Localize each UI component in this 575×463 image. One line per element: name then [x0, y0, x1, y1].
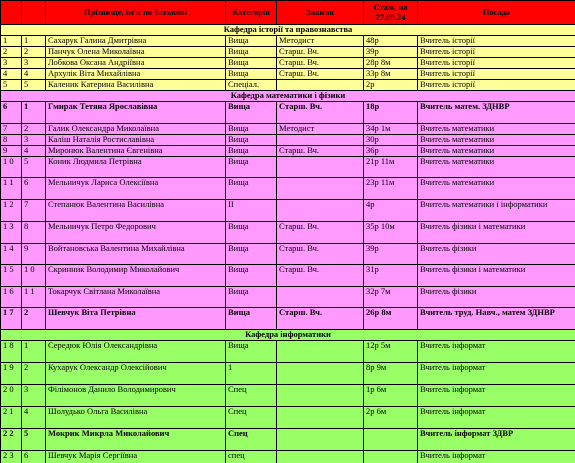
category-cell: Вища: [226, 178, 277, 200]
row-index-cell: 9: [1, 146, 22, 157]
category-cell: Вища: [226, 36, 277, 47]
row-subindex-cell: 7: [22, 200, 46, 222]
position-cell: Вчитель інформат: [418, 451, 575, 463]
teacher-name-cell: Галик Олександра Миколаївна: [46, 124, 226, 135]
rank-title-cell: [277, 451, 364, 463]
header-row: [1, 1, 575, 25]
row-subindex-cell: 2: [22, 308, 46, 330]
table-row: [1, 363, 575, 385]
teacher-name-cell: Каліш Наталія Ростиславівна: [46, 135, 226, 146]
row-subindex-cell: 2: [22, 47, 46, 58]
experience-cell: 30р: [364, 135, 418, 146]
position-cell: Вчитель фізики: [418, 244, 575, 265]
position-cell: Вчитель історії: [418, 47, 575, 58]
rank-title-cell: Старш. Вч.: [277, 265, 364, 287]
teacher-name-cell: Гмирак Тетяна Ярославівна: [46, 102, 226, 124]
header-category: Категорія: [226, 1, 277, 25]
row-subindex-cell: 1 1: [22, 287, 46, 308]
position-cell: Вчитель історії: [418, 80, 575, 91]
row-index-cell: 4: [1, 69, 22, 80]
experience-cell: 8р 9м: [364, 363, 418, 385]
rank-title-cell: Старш. Вч.: [277, 244, 364, 265]
row-index-cell: 1 1: [1, 178, 22, 200]
table-row: [1, 308, 575, 330]
experience-cell: 2р 6м: [364, 407, 418, 429]
teacher-name-cell: Войтановська Валентина Михайлівна: [46, 244, 226, 265]
row-index-cell: 8: [1, 135, 22, 146]
rank-title-cell: Старш. Вч.: [277, 102, 364, 124]
experience-cell: 31р: [364, 265, 418, 287]
row-subindex-cell: 4: [22, 146, 46, 157]
rank-title-cell: [277, 429, 364, 451]
experience-cell: 39р: [364, 47, 418, 58]
row-index-cell: 1 4: [1, 244, 22, 265]
rank-title-cell: [277, 135, 364, 146]
experience-cell: 2р: [364, 80, 418, 91]
position-cell: Вчитель математики: [418, 124, 575, 135]
teacher-name-cell: Мельничук Петро Федорович: [46, 222, 226, 244]
category-cell: Вища: [226, 265, 277, 287]
header-position: Посада: [418, 1, 575, 25]
teacher-name-cell: Коник Людмила Петрівна: [46, 157, 226, 178]
teacher-name-cell: Скринник Володимир Миколайович: [46, 265, 226, 287]
table-row: [1, 36, 575, 47]
section-header: [1, 25, 575, 36]
header-subindex: [22, 1, 46, 25]
table-row: [1, 157, 575, 178]
table-row: [1, 80, 575, 91]
position-cell: Вчитель математики: [418, 135, 575, 146]
header-experience: Стаж, на 27.09.24: [364, 1, 418, 25]
category-cell: Вища: [226, 102, 277, 124]
row-subindex-cell: 5: [22, 429, 46, 451]
rank-title-cell: Старш. Вч.: [277, 69, 364, 80]
category-cell: Вища: [226, 69, 277, 80]
experience-cell: 48р: [364, 36, 418, 47]
teacher-name-cell: Мокрик Микрла Миколайович: [46, 429, 226, 451]
teacher-name-cell: Токарчук Світлана Миколаївна: [46, 287, 226, 308]
category-cell: Вища: [226, 341, 277, 363]
rank-title-cell: [277, 178, 364, 200]
category-cell: Спеціал.: [226, 80, 277, 91]
table-row: [1, 178, 575, 200]
row-subindex-cell: 1: [22, 341, 46, 363]
rank-title-cell: [277, 341, 364, 363]
row-subindex-cell: 6: [22, 451, 46, 463]
experience-cell: 39р: [364, 244, 418, 265]
rank-title-cell: Старш. Вч.: [277, 58, 364, 69]
row-index-cell: 1 6: [1, 287, 22, 308]
row-subindex-cell: 4: [22, 69, 46, 80]
category-cell: Вища: [226, 135, 277, 146]
category-cell: Спец: [226, 407, 277, 429]
rank-title-cell: [277, 385, 364, 407]
teacher-name-cell: Кухарук Олександр Олексійович: [46, 363, 226, 385]
position-cell: Вчитель фізики і математики: [418, 222, 575, 244]
position-cell: Вчитель інформат: [418, 363, 575, 385]
row-index-cell: 1 5: [1, 265, 22, 287]
position-cell: Вчитель інформат ЗДВР: [418, 429, 575, 451]
section-title: Кафедра історії та правознавства: [1, 25, 575, 36]
position-cell: Вчитель математики: [418, 157, 575, 178]
category-cell: Спец: [226, 385, 277, 407]
teacher-name-cell: Сахарук Галина Дмитрівна: [46, 36, 226, 47]
table-row: [1, 407, 575, 429]
row-index-cell: 1 2: [1, 200, 22, 222]
position-cell: Вчитель інформат: [418, 341, 575, 363]
experience-cell: 12р 5м: [364, 341, 418, 363]
experience-cell: 18р: [364, 102, 418, 124]
header-title: Звання: [277, 1, 364, 25]
section-title: Кафедра інформатики: [1, 330, 575, 341]
rank-title-cell: Старш. Вч.: [277, 308, 364, 330]
row-index-cell: 2 0: [1, 385, 22, 407]
position-cell: Вчитель фізики і математики: [418, 265, 575, 287]
rank-title-cell: Методист: [277, 124, 364, 135]
rank-title-cell: [277, 287, 364, 308]
row-subindex-cell: 4: [22, 407, 46, 429]
teacher-name-cell: Шевчук Марія Сергіївна: [46, 451, 226, 463]
row-index-cell: 1 8: [1, 341, 22, 363]
position-cell: Вчитель історії: [418, 36, 575, 47]
row-index-cell: 1 0: [1, 157, 22, 178]
rank-title-cell: [277, 363, 364, 385]
header-name: Прізвище, ім'я по батькові: [46, 1, 226, 25]
rank-title-cell: Старш. Вч.: [277, 222, 364, 244]
row-subindex-cell: 1: [22, 36, 46, 47]
section-header: [1, 330, 575, 341]
category-cell: Вища: [226, 146, 277, 157]
position-cell: Вчитель історії: [418, 69, 575, 80]
rank-title-cell: Методист: [277, 36, 364, 47]
row-subindex-cell: 3: [22, 385, 46, 407]
table-row: [1, 135, 575, 146]
position-cell: Вчитель фізики: [418, 287, 575, 308]
position-cell: Вчитель матем. ЗДНВР: [418, 102, 575, 124]
teacher-name-cell: Середюк Юлія Олександрівна: [46, 341, 226, 363]
row-subindex-cell: 2: [22, 363, 46, 385]
experience-cell: 28р 8м: [364, 58, 418, 69]
table-row: [1, 200, 575, 222]
row-subindex-cell: 6: [22, 178, 46, 200]
category-cell: Вища: [226, 157, 277, 178]
row-subindex-cell: 2: [22, 124, 46, 135]
row-index-cell: 6: [1, 102, 22, 124]
row-index-cell: 2 1: [1, 407, 22, 429]
position-cell: Вчитель математики: [418, 178, 575, 200]
experience-cell: 1р 6м: [364, 385, 418, 407]
experience-cell: [364, 429, 418, 451]
row-subindex-cell: 8: [22, 222, 46, 244]
teacher-name-cell: Мельничук Лариса Олексіївна: [46, 178, 226, 200]
table-row: [1, 124, 575, 135]
experience-cell: 36р: [364, 146, 418, 157]
section-title: Кафедра математики і фізики: [1, 91, 575, 102]
row-subindex-cell: 5: [22, 157, 46, 178]
experience-cell: 26р 8м: [364, 308, 418, 330]
category-cell: спец: [226, 451, 277, 463]
table-row: [1, 222, 575, 244]
teacher-name-cell: Каленик Катерина Василівна: [46, 80, 226, 91]
experience-cell: 23р 11м: [364, 178, 418, 200]
row-subindex-cell: 1: [22, 102, 46, 124]
position-cell: Вчитель інформат: [418, 407, 575, 429]
experience-cell: [364, 451, 418, 463]
teacher-name-cell: Шевчук Віта Петрівна: [46, 308, 226, 330]
table-row: [1, 429, 575, 451]
table-row: [1, 341, 575, 363]
experience-cell: 35р 10м: [364, 222, 418, 244]
section-header: [1, 91, 575, 102]
category-cell: Вища: [226, 287, 277, 308]
rank-title-cell: [277, 157, 364, 178]
table-row: [1, 102, 575, 124]
table-row: [1, 287, 575, 308]
row-index-cell: 2 3: [1, 451, 22, 463]
rank-title-cell: [277, 200, 364, 222]
table-row: [1, 47, 575, 58]
teacher-name-cell: Архулік Віта Михайлівна: [46, 69, 226, 80]
teacher-name-cell: Панчук Олена Миколаївна: [46, 47, 226, 58]
teacher-name-cell: Філімонов Данило Володимирович: [46, 385, 226, 407]
category-cell: Вища: [226, 47, 277, 58]
experience-cell: 21р 11м: [364, 157, 418, 178]
row-index-cell: 1 9: [1, 363, 22, 385]
rank-title-cell: Старш. Вч.: [277, 146, 364, 157]
table-row: [1, 385, 575, 407]
position-cell: Вчитель труд. Навч., матем ЗДНВР: [418, 308, 575, 330]
teacher-name-cell: Миронюк Валентина Євгенівна: [46, 146, 226, 157]
table-row: [1, 146, 575, 157]
rank-title-cell: [277, 407, 364, 429]
row-subindex-cell: 1 0: [22, 265, 46, 287]
row-index-cell: 3: [1, 58, 22, 69]
experience-cell: 4р: [364, 200, 418, 222]
position-cell: Вчитель інформат: [418, 385, 575, 407]
row-index-cell: 1: [1, 36, 22, 47]
row-index-cell: 1 3: [1, 222, 22, 244]
rank-title-cell: Старш. Вч.: [277, 47, 364, 58]
row-subindex-cell: 5: [22, 80, 46, 91]
table-body: [1, 25, 575, 463]
category-cell: Вища: [226, 308, 277, 330]
table-row: [1, 58, 575, 69]
position-cell: Вчитель математики і інформатики: [418, 200, 575, 222]
row-index-cell: 2 2: [1, 429, 22, 451]
table-row: [1, 69, 575, 80]
experience-cell: 32р 7м: [364, 287, 418, 308]
teacher-name-cell: Степанюк Валентина Василівна: [46, 200, 226, 222]
category-cell: Вища: [226, 58, 277, 69]
row-index-cell: 5: [1, 80, 22, 91]
position-cell: Вчитель математики: [418, 146, 575, 157]
row-subindex-cell: 3: [22, 135, 46, 146]
teacher-name-cell: Шолудько Ольга Василівна: [46, 407, 226, 429]
row-subindex-cell: 3: [22, 58, 46, 69]
row-index-cell: 7: [1, 124, 22, 135]
category-cell: ІІ: [226, 200, 277, 222]
category-cell: Спец: [226, 429, 277, 451]
row-subindex-cell: 9: [22, 244, 46, 265]
category-cell: Вища: [226, 222, 277, 244]
table-row: [1, 244, 575, 265]
category-cell: 1: [226, 363, 277, 385]
row-index-cell: 2: [1, 47, 22, 58]
rank-title-cell: [277, 80, 364, 91]
category-cell: Вища: [226, 124, 277, 135]
position-cell: Вчитель історії: [418, 58, 575, 69]
table-row: [1, 451, 575, 463]
experience-cell: 33р 8м: [364, 69, 418, 80]
row-index-cell: 1 7: [1, 308, 22, 330]
teacher-name-cell: Лобкова Оксана Андріївна: [46, 58, 226, 69]
table-row: [1, 265, 575, 287]
header-index: [1, 1, 22, 25]
experience-cell: 34р 1м: [364, 124, 418, 135]
category-cell: Вища: [226, 244, 277, 265]
